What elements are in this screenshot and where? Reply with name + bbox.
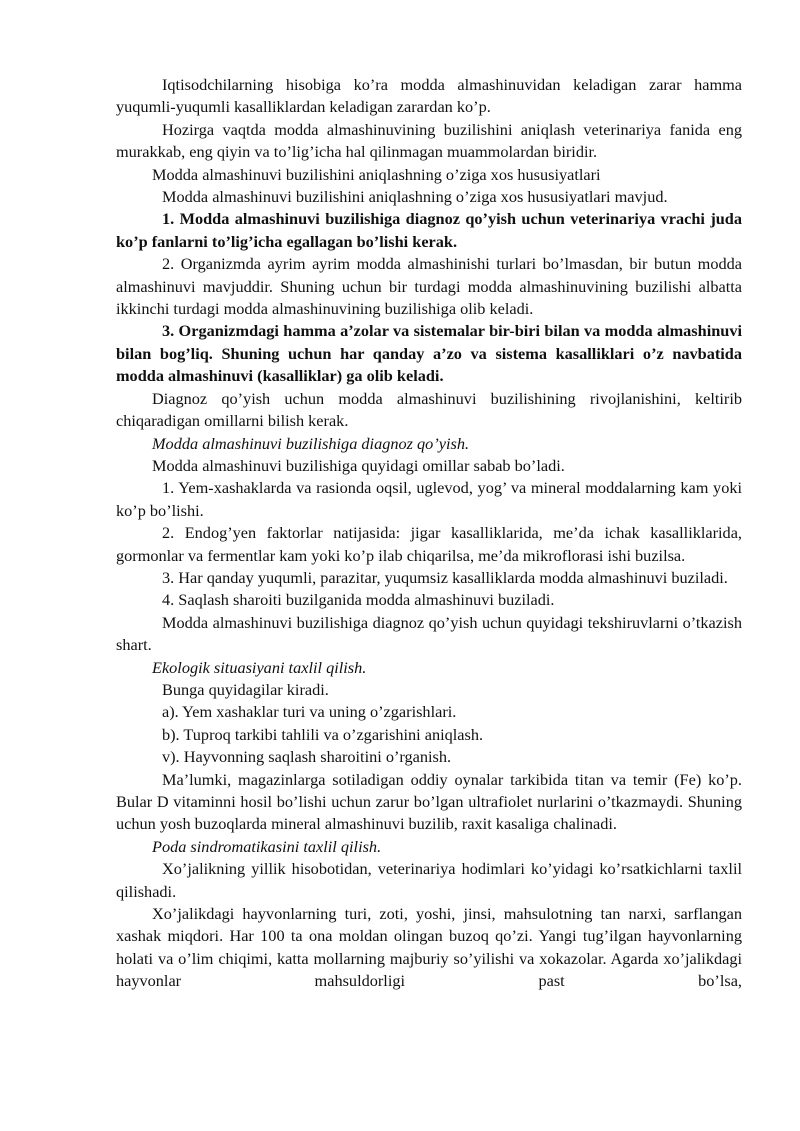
section-heading-diagnosis: Modda almashinuvi buzilishiga diagnoz qo’yish. xyxy=(152,433,470,453)
paragraph-required-tests: Modda almashinuvi buzilishiga diagnoz qo’yish uchun quyidagi tekshiruvlarni o’tkazish shart. xyxy=(116,612,742,655)
paragraph-economic-damage: Iqtisodchilarning hisobiga ko’ra modda almashinuvidan keladigan zarar hamma yuqumli-yuqumli kasalliklardan keladigan zarardan ko’p. xyxy=(116,75,742,117)
list-item-cause-2: 2. Endog’yen faktorlar natijasida: jigar kasalliklarida, me’da ichak kasalliklarida, gormonlar va fermentlar kam yoki ko’p ilab chiqarilsa, me’da mikroflorasi ishi buzilsa. xyxy=(116,523,742,565)
paragraph-farm-animals: Xo’jalikdagi hayvonlarning turi, zoti, yoshi, jinsi, mahsulotning tan narxi, sarflangan xashak miqdori. Har 100 ta ona moldan olingan buzoq qo’zi. Yangi tug’ilgan hayvonlarning holati va o’lim chiqimi, katta mollarning majburiy so’yilishi va xokazolar. Agarda xo’jalikdagi hayvonlar mahsuldorligi past bo’lsa, xyxy=(116,904,742,991)
paragraph-diagnosis-requirement: Diagnoz qo’yish uchun modda almashinuvi buzilishining rivojlanishini, keltirib chiqaradigan omillarni bilish kerak. xyxy=(116,388,742,431)
list-item-feature-2: 2. Organizmda ayrim ayrim modda almashinishi turlari bo’lmasdan, bir butun modda almashinuvi mavjuddir. Shuning uchun bir turdagi modda almashinuvining buzilishi albatta ikkinchi turdagi modda almashinuvining buzilishiga olib keladi. xyxy=(116,254,742,319)
list-item-cause-4: 4. Saqlash sharoiti buzilganida modda almashinuvi buziladi. xyxy=(162,590,555,610)
section-heading-ecological: Ekologik situasiyani taxlil qilish. xyxy=(152,657,367,677)
document-page xyxy=(116,74,742,993)
list-item-a: a). Yem xashaklar turi va uning o’zgarishlari. xyxy=(162,702,457,722)
paragraph-causes-intro: Modda almashinuvi buzilishiga quyidagi omillar sabab bo’ladi. xyxy=(152,455,565,475)
paragraph-includes: Bunga quyidagilar kiradi. xyxy=(162,679,329,699)
section-heading-herd: Poda sindromatikasini taxlil qilish. xyxy=(152,836,382,856)
list-item-cause-3: 3. Har qanday yuqumli, parazitar, yuqumsiz kasalliklarda modda almashinuvi buziladi. xyxy=(162,567,728,587)
paragraph-annual-report: Xo’jalikning yillik hisobotidan, veterinariya hodimlari ko’yidagi ko’rsatkichlarni taxlil qilishadi. xyxy=(116,859,742,901)
paragraph-current-difficulty: Hozirga vaqtda modda almashinuvining buzilishini aniqlash veterinariya fanida eng murakkab, eng qiyin va to’lig’icha hal qilinmagan muammolardan biridir. xyxy=(116,119,742,162)
list-item-feature-3: 3. Organizmdagi hamma a’zolar va sistemalar bir-biri bilan va modda almashinuvi bilan bog’liq. Shuning uchun har qanday a’zo va sistema kasalliklari o’z navbatida modda almashinuvi (kasalliklar) ga olib keladi. xyxy=(116,321,742,386)
list-item-feature-1: 1. Modda almashinuvi buzilishiga diagnoz qo’yish uchun veterinariya vrachi juda ko’p fanlarni to’lig’icha egallagan bo’lishi kerak. xyxy=(116,209,742,251)
paragraph-features-intro: Modda almashinuvi buzilishini aniqlashning o’ziga xos hususiyatlari mavjud. xyxy=(162,187,668,207)
paragraph-glass-titanium: Ma’lumki, magazinlarga sotiladigan oddiy oynalar tarkibida titan va temir (Fe) ko’p. Bular D vitaminni hosil bo’lishi uchun zarur bo’lgan ultrafiolet nurlarini o’tkazmaydi. Shuning uchun yosh buzoqlarda mineral almashinuvi buzilib, raxit kasaliga chalinadi. xyxy=(116,769,742,834)
list-item-b: b). Tuproq tarkibi tahlili va o’zgarishini aniqlash. xyxy=(162,724,484,744)
list-item-v: v). Hayvonning saqlash sharoitini o’rganish. xyxy=(162,747,452,767)
section-heading-features: Modda almashinuvi buzilishini aniqlashning o’ziga xos hususiyatlari xyxy=(152,164,601,184)
list-item-cause-1: 1. Yem-xashaklarda va rasionda oqsil, uglevod, yog’ va mineral moddalarning kam yoki ko’p bo’lishi. xyxy=(116,478,742,520)
